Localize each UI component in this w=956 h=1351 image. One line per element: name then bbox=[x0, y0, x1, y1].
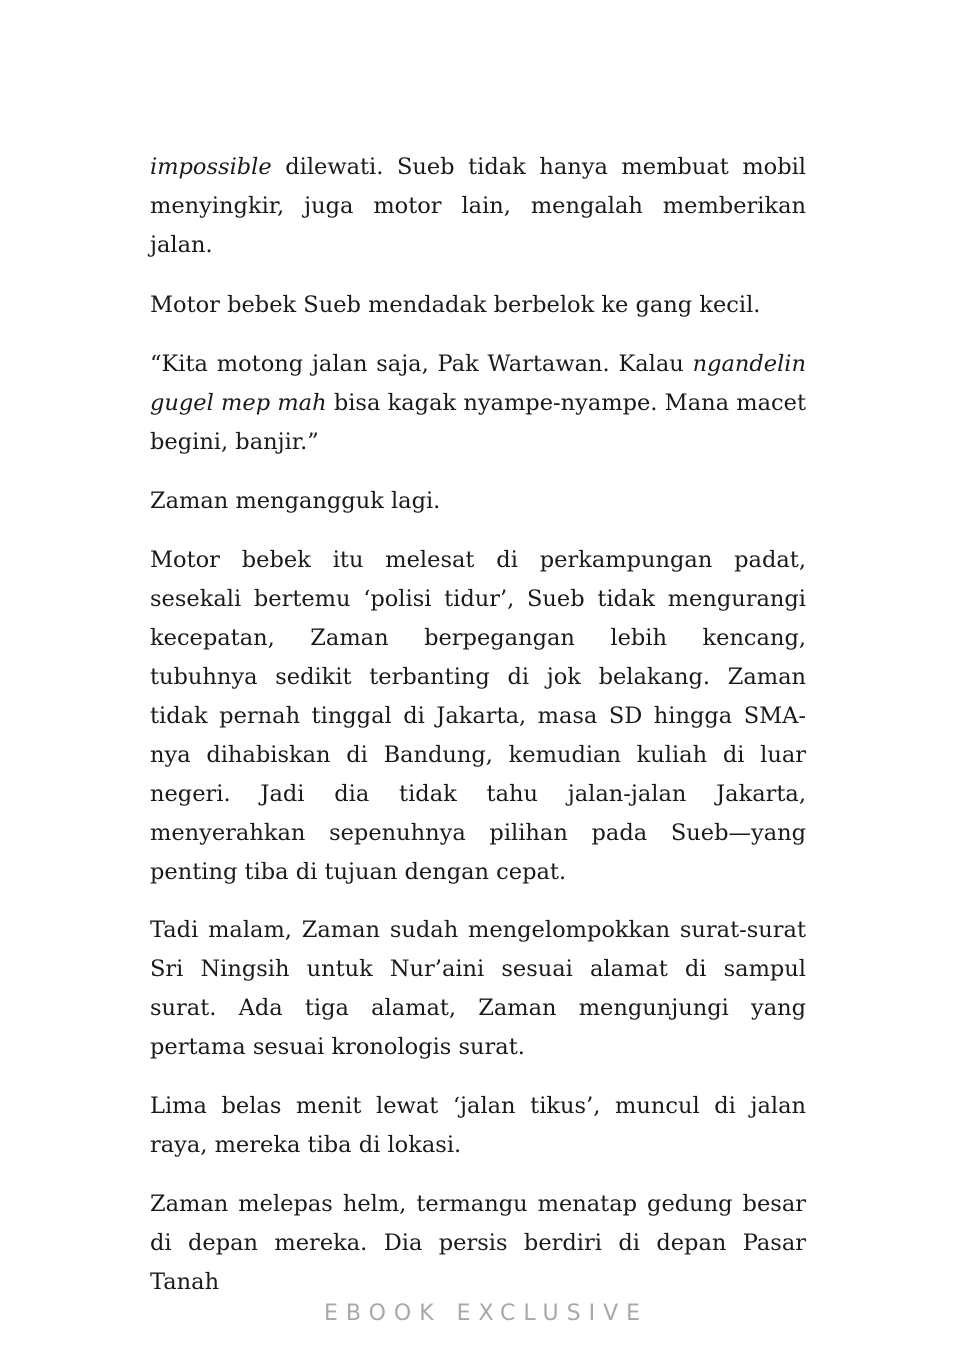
paragraph-3 bbox=[150, 345, 806, 462]
paragraph-1 bbox=[150, 148, 806, 265]
paragraph-text: Zaman mengangguk lagi. bbox=[150, 488, 441, 514]
paragraph-5 bbox=[150, 541, 806, 892]
paragraph-7 bbox=[150, 1087, 806, 1165]
paragraph-text: Motor bebek Sueb mendadak berbelok ke gang kecil. bbox=[150, 292, 761, 318]
paragraph-text: bisa kagak nyampe-nyampe. Mana macet begini, banjir.” bbox=[150, 390, 806, 455]
paragraph-text: Motor bebek itu melesat di perkampungan padat, sesekali bertemu ‘polisi tidur’, Sueb tidak mengurangi kecepatan, Zaman berpegangan lebih kencang, tubuhnya sedikit terbanting di jok belakang. Zaman tidak pernah tinggal di Jakarta, masa SD hingga SMA-nya dihabiskan di Bandung, kemudian kuliah di luar negeri. Jadi dia tidak tahu jalan-jalan Jakarta, menyerahkan sepenuhnya pilihan pada Sueb—yang penting tiba di tujuan dengan cepat. bbox=[150, 547, 806, 885]
italic-text: ngandelin gugel mep mah bbox=[150, 351, 806, 416]
paragraph-text: dilewati. Sueb tidak hanya membuat mobil menyingkir, juga motor lain, mengalah memberikan jalan. bbox=[150, 154, 806, 258]
paragraph-text: Zaman melepas helm, termangu menatap gedung besar di depan mereka. Dia persis berdiri di depan Pasar Tanah bbox=[150, 1191, 806, 1295]
paragraph-4 bbox=[150, 482, 806, 521]
paragraph-8 bbox=[150, 1185, 806, 1302]
paragraph-text: Lima belas menit lewat ‘jalan tikus’, muncul di jalan raya, mereka tiba di lokasi. bbox=[150, 1093, 806, 1158]
paragraph-text: Tadi malam, Zaman sudah mengelompokkan surat-surat Sri Ningsih untuk Nur’aini sesuai alamat di sampul surat. Ada tiga alamat, Zaman mengunjungi yang pertama sesuai kronologis surat. bbox=[150, 917, 806, 1060]
footer-label: EBOOK EXCLUSIVE bbox=[323, 1301, 649, 1326]
paragraph-text: “Kita motong jalan saja, Pak Wartawan. Kalau bbox=[150, 351, 693, 377]
page-body bbox=[150, 148, 806, 1322]
italic-text: impossible bbox=[150, 154, 272, 180]
paragraph-2 bbox=[150, 286, 806, 325]
paragraph-6 bbox=[150, 911, 806, 1067]
